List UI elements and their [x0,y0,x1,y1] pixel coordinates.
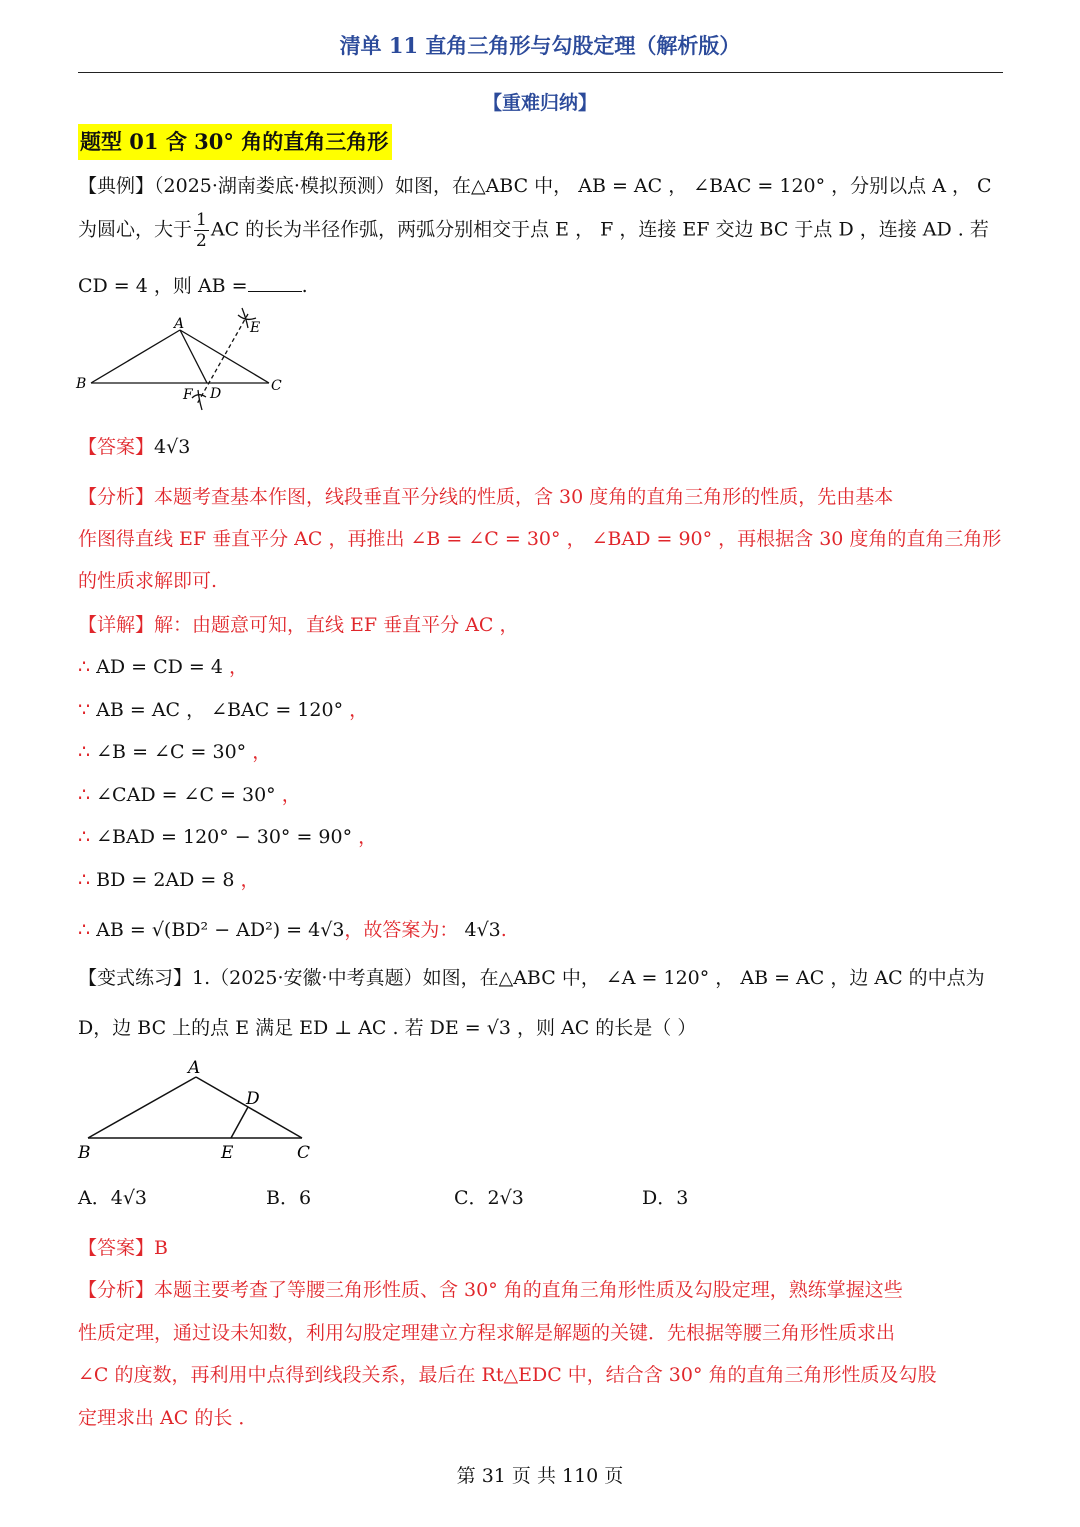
example-text-3a: CD = 4 ，则 AB = [78,275,248,297]
page-number: 第 31 页 共 110 页 [456,1465,624,1487]
option-b[interactable]: B．6 [266,1187,312,1209]
example-figure [70,302,300,414]
solution-final: ∴ AB = √(BD² − AD²) = 4√3，故答案为： 4√3. [78,919,507,941]
analysis-line-2: 作图得直线 EF 垂直平分 AC ，再推出 ∠B = ∠C = 30° ， ∠BAD = 90° ，再根据含 30 度角的直角三角形 [78,528,1002,550]
segment-ab [91,330,180,383]
solution-step: ∴ ∠BAD = 120° − 30° = 90° ， [78,826,378,848]
variant-answer [78,1233,168,1260]
variant-analysis-line-4: 定理求出 AC 的长 ． [78,1407,258,1429]
point-label-f: F [183,387,193,403]
example-text-1: 如图，在△ABC 中， AB = AC ， ∠BAC = 120° ，分别以点 A ， C [394,175,992,197]
solution-step: ∴ ∠B = ∠C = 30° ， [78,741,272,763]
answer-value: 4√3 [154,436,191,458]
variant-line-1: 【变式练习】1.（2025·安徽·中考真题）如图，在△ABC 中， ∠A = 120° ， AB = AC ，边 AC 的中点为 [78,967,985,989]
detail-line-1 [78,610,519,637]
answer-value: B [154,1237,168,1259]
example-line-3 [78,271,308,298]
analysis-line-1 [78,482,893,509]
example-source: （2025·湖南娄底·模拟预测） [154,175,395,197]
analysis-text-1: 本题考查基本作图，线段垂直平分线的性质，含 30 度角的直角三角形的性质，先由基本 [154,486,894,508]
solution-step: ∵ AB = AC ， ∠BAC = 120° ， [78,699,369,721]
option-c[interactable]: C．2√3 [454,1187,524,1209]
segment-de [231,1107,248,1138]
analysis-tag: 【分析】 [78,1279,155,1301]
answer-blank [248,275,302,292]
analysis-tag: 【分析】 [78,486,155,508]
point-label-e: E [250,320,261,336]
point-label-d: D [246,1089,260,1109]
example-text-2b: AC 的长为半径作弧，两弧分别相交于点 E ， F ，连接 EF 交边 BC 于点 D ，连接 AD . 若 [210,218,989,241]
point-label-a: A [188,1058,201,1078]
line-ef [197,314,248,404]
variant-tag: 【变式练习】 [78,967,193,989]
example-line-1 [78,171,992,198]
answer-tag: 【答案】 [78,436,155,458]
answer-tag: 【答案】 [78,1237,155,1259]
example-text-2a: 为圆心，大于 [78,218,193,241]
option-d[interactable]: D．3 [642,1187,689,1209]
section-heading: 【重难归纳】 [482,92,597,114]
point-label-c: C [297,1143,311,1163]
example-answer [78,432,190,459]
variant-source: （2025·安徽·中考真题） [210,967,423,989]
solution-step: ∴ ∠CAD = ∠C = 30° ， [78,784,301,806]
point-label-b: B [78,1143,91,1163]
variant-analysis-line-2: 性质定理，通过设未知数，利用勾股定理建立方程求解是解题的关键．先根据等腰三角形性质求出 [78,1322,896,1344]
variant-figure [70,1052,330,1167]
final-answer: 4√3 [464,919,501,941]
analysis-line-3: 的性质求解即可. [78,570,218,592]
example-tag: 【典例】 [78,175,155,197]
segment-ab [88,1077,196,1138]
final-expression: AB = √(BD² − AD²) = 4√3 [96,919,345,941]
header-divider [78,72,1003,73]
variant-analysis-line-3: ∠C 的度数，再利用中点得到线段关系，最后在 Rt△EDC 中，结合含 30° 角的直角三角形性质及勾股 [78,1364,937,1386]
example-line-2 [78,210,989,251]
point-label-c: C [271,378,282,394]
variant-line-2: D，边 BC 上的点 E 满足 ED ⊥ AC . 若 DE = √3 ，则 AC 的长是（ ） [78,1017,697,1039]
solution-step: ∴ BD = 2AD = 8 ， [78,869,260,891]
point-label-b: B [76,376,87,392]
detail-text-1: 解：由题意可知，直线 EF 垂直平分 AC ， [154,614,519,636]
variant-analysis-line-1: 【分析】本题主要考查了等腰三角形性质、含 30° 角的直角三角形性质及勾股定理，熟练掌握这些 [78,1279,903,1301]
page-title: 清单 11 直角三角形与勾股定理（解析版） [339,33,741,58]
point-label-d: D [210,386,222,402]
point-label-a: A [174,316,185,332]
option-a[interactable]: A．4√3 [78,1187,148,1209]
detail-tag: 【详解】 [78,614,155,636]
point-label-e: E [221,1143,234,1163]
example-text-3b: . [301,275,308,297]
fraction-one-half: $\frac{1}{2}$ [196,210,207,251]
topic-heading: 题型 01 含 30° 角的直角三角形 [78,124,392,160]
solution-step: ∴ AD = CD = 4 ， [78,656,249,678]
